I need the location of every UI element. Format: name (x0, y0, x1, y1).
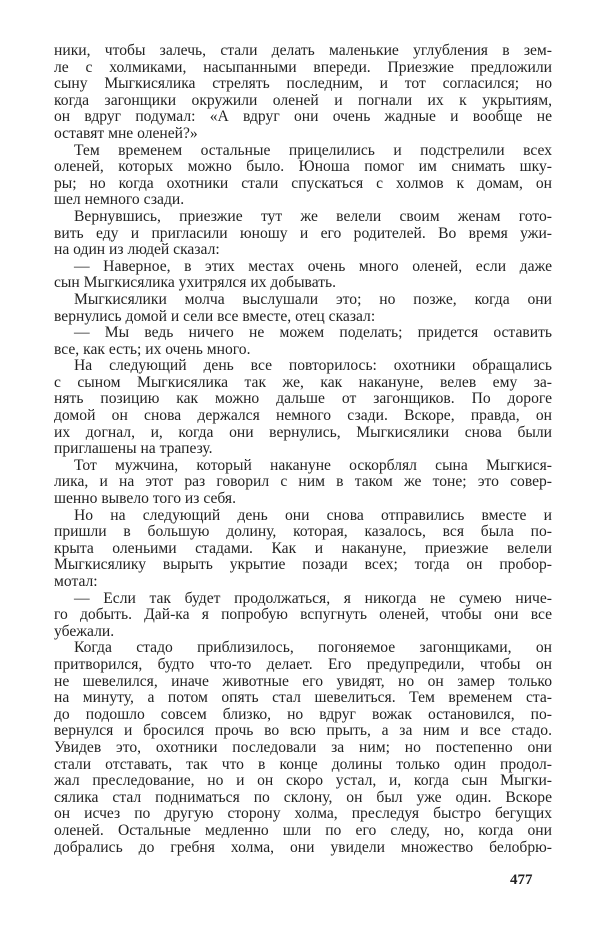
text-line: го добыть. Дай-ка я попробую вспугнуть оленей, чтобы они все (54, 606, 552, 624)
text-line: вить еду и пригласили юношу и его родителей. Во время ужи- (54, 224, 552, 242)
text-line: притворился, будто что-то делает. Его предупредили, чтобы он (54, 655, 552, 673)
text-line: — Мы ведь ничего не можем поделать; придется оставить (74, 324, 552, 342)
text-line: на один из людей сказал: (54, 241, 220, 259)
text-line: оленей, которых можно было. Юноша помог им снимать шку- (54, 158, 552, 176)
text-line: когда загонщики окружили оленей и погнали их к укрытиям, (54, 91, 552, 109)
text-line: ры; но когда охотники стали спускаться с холмов к домам, он (54, 174, 552, 192)
text-line: сын Мыгкисялика ухитрялся их добывать. (54, 274, 337, 292)
text-line: все, как есть; их очень много. (54, 340, 251, 358)
text-line: Тем временем остальные прицелились и подстрелили всех (74, 141, 552, 159)
text-line: сялика стал подниматься по склону, он был уже один. Вскоре (54, 788, 552, 806)
text-line: жал преследование, но и он скоро устал, и, когда сын Мыгки- (54, 772, 552, 790)
text-line: убежали. (54, 622, 115, 640)
text-line: стали отставать, так что в конце долины только один продол- (54, 755, 552, 773)
text-line: ле с холмиками, насыпанными впереди. Приезжие предложили (54, 58, 552, 76)
text-line: нять позицию как можно дальше от загонщиков. По дороге (54, 390, 552, 408)
text-line: он вдруг подумал: «А вдруг они очень жадные и вообще не (54, 108, 552, 126)
text-line: не шевелился, иначе животные его увидят, но он замер только (54, 672, 552, 690)
text-line: Мыгкисялику вырыть укрытие позади всех; тогда он пробор- (54, 556, 552, 574)
text-line: оставят мне оленей?» (54, 124, 198, 142)
text-line: Увидев это, охотники последовали за ним; но постепенно они (54, 738, 552, 756)
text-line: он исчез по другую сторону холма, преследуя быстро бегущих (54, 805, 552, 823)
text-line: приглашены на трапезу. (54, 440, 213, 458)
text-line: их догнал, и, когда они вернулись, Мыгкисялики снова были (54, 423, 552, 441)
page-text (54, 43, 552, 856)
text-line: сыну Мыгкисялика стрелять последним, и тот согласился; но (54, 75, 552, 93)
text-line: Тот мужчина, который накануне оскорблял сына Мыгкися- (74, 456, 552, 474)
text-line: Мыгкисялики молча выслушали это; но позже, когда они (74, 290, 552, 308)
text-line: вернулись домой и сели все вместе, отец сказал: (54, 307, 376, 325)
text-line: лика, и на этот раз говорил с ним в таком же тоне; это совер- (54, 473, 552, 491)
text-line: крыта оленьими стадами. Как и накануне, приезжие велели (54, 539, 552, 557)
text-line: на минуту, а потом опять стал шевелиться. Тем временем ста- (54, 689, 552, 707)
text-line: с сыном Мыгкисялика так же, как накануне, велев ему за- (54, 373, 552, 391)
text-line: На следующий день все повторилось: охотники обращались (74, 357, 552, 375)
text-line: домой он снова держался немного сзади. Вскоре, правда, он (54, 407, 552, 425)
text-line: мотал: (54, 573, 98, 590)
text-line: до подошло совсем близко, но вдруг вожак остановился, по- (54, 705, 552, 723)
text-line: ники, чтобы залечь, стали делать маленькие углубления в зем- (54, 42, 552, 59)
text-line: оленей. Остальные медленно шли по его следу, но, когда они (54, 821, 552, 839)
text-line: шел немного сзади. (54, 191, 185, 209)
text-line: — Если так будет продолжаться, я никогда не сумею ниче- (74, 589, 552, 607)
text-line: Когда стадо приблизилось, погоняемое загонщиками, он (74, 639, 552, 657)
text-line: вернулся и бросился прочь во всю прыть, а за ним и все стадо. (54, 722, 552, 740)
text-line: добрались до гребня холма, они увидели множество белобрю- (54, 838, 552, 856)
text-line: Но на следующий день они снова отправились вместе и (74, 506, 552, 524)
text-line: пришли в большую долину, которая, казалось, вся была по- (54, 523, 552, 541)
text-line: шенно вывело того из себя. (54, 490, 236, 508)
text-line: Вернувшись, приезжие тут же велели своим женам гото- (74, 207, 552, 225)
text-line: — Наверное, в этих местах очень много оленей, если даже (74, 257, 552, 275)
page-number: 477 (510, 872, 533, 888)
